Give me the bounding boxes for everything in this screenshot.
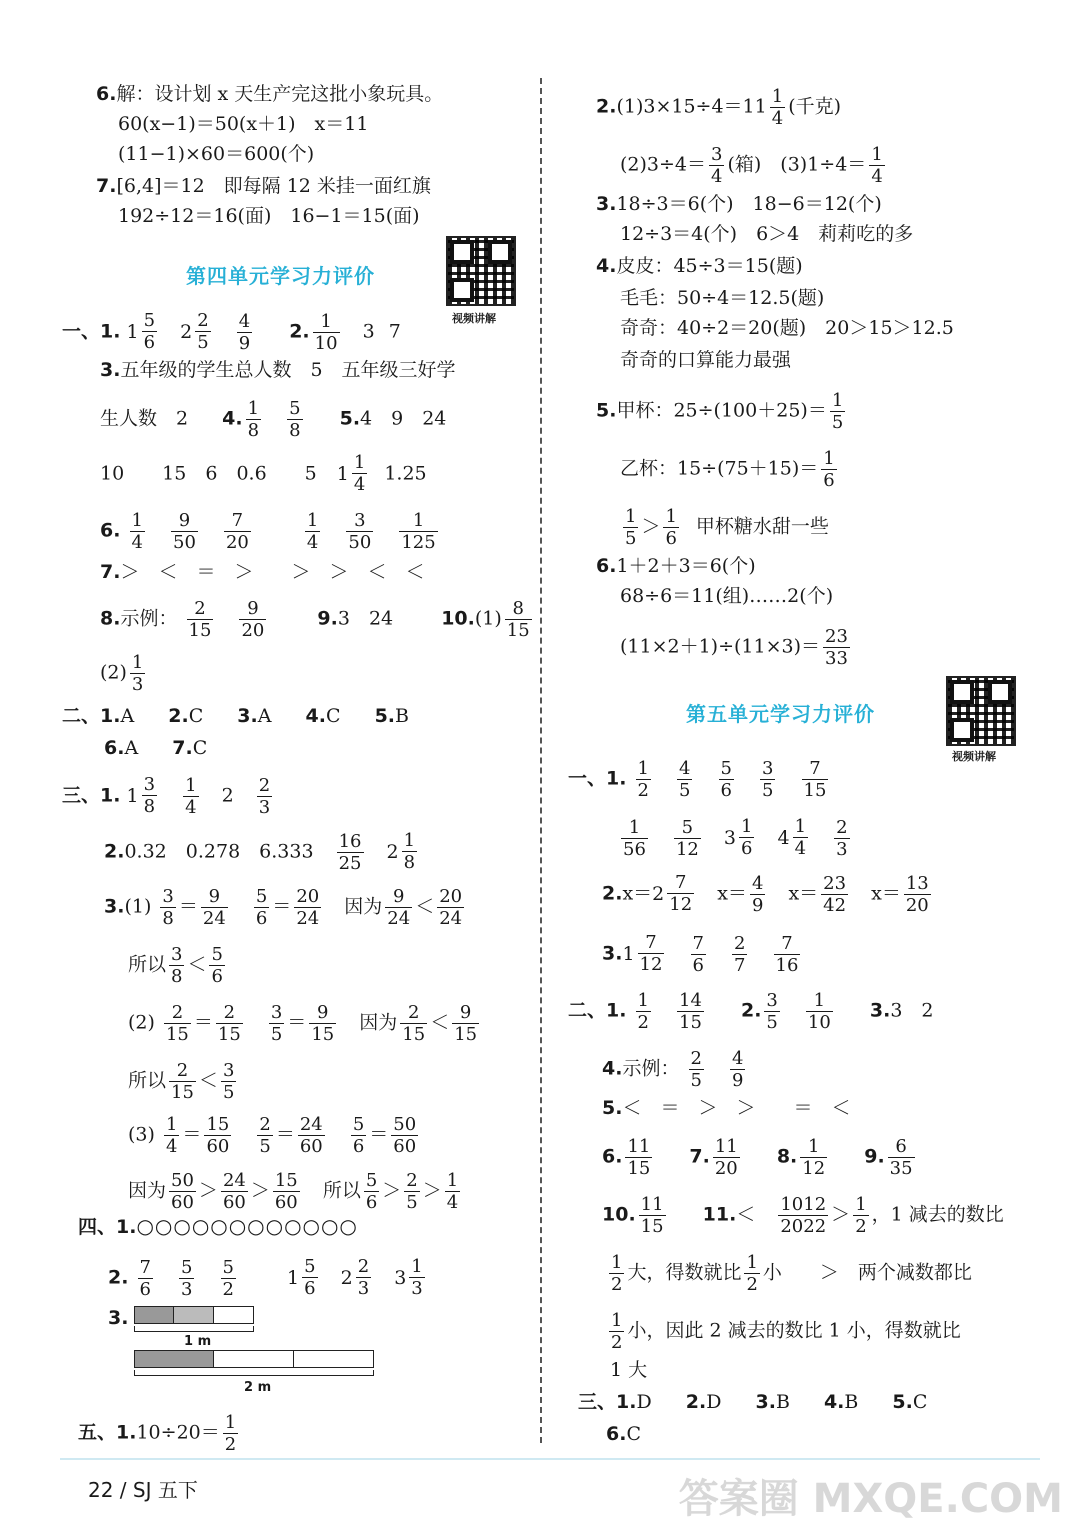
u5-s1-q2: 2.x＝2 $\frac{7}{12}$ x＝ $\frac{4}{9}$ x＝ $\frac{23}{42}$ x＝ $\frac{13}{20}$: [602, 872, 929, 916]
brace-2m: [134, 1370, 374, 1376]
s1-q3-line1: 3.五年级的学生总人数 5 五年级三好学: [100, 359, 456, 381]
s1-q10-2: (2) $\frac{1}{3}$: [100, 652, 144, 695]
qr-caption: 视频讲解: [452, 312, 496, 325]
s3-q3-2: (2) $\frac{2}{15}$ ＝ $\frac{2}{15}$ $\frac{3}{5}$ ＝ $\frac{9}{15}$ 因为 $\frac{2}{15}$ ＜ $\frac{9}{15}$: [128, 1002, 478, 1045]
s3-q1: 三、1. 1 $\frac{3}{8}$ $\frac{1}{4}$ 2 $\frac{2}{3}$: [62, 774, 271, 818]
s1-q1: 一、1. 1 $\frac{5}{6}$ 2 $\frac{2}{5}$ $\frac{4}{9}$ 2. $\frac{1}{10}$ 3 7: [62, 310, 401, 354]
s1-q5-line2: 10 15 6 0.6 5 1 $\frac{1}{4}$ 1.25: [100, 452, 427, 495]
right-q3-line2: 12÷3＝4(个) 6＞4 莉莉吃的多: [620, 223, 914, 245]
s3-q3-3: (3) $\frac{1}{4}$ ＝ $\frac{15}{60}$ $\frac{2}{5}$ ＝ $\frac{24}{60}$ $\frac{5}{6}$ ＝ $\frac{50}{60}$: [128, 1114, 417, 1157]
u5-s2-q4: 4.示例： $\frac{2}{5}$ $\frac{4}{9}$: [602, 1048, 744, 1091]
right-q5-line1: 5.甲杯：25÷(100＋25)＝ $\frac{1}{5}$: [596, 390, 844, 433]
u5-s2-q11-line4: 1 大: [610, 1359, 648, 1381]
right-q5-line2: 乙杯：15÷(75＋15)＝ $\frac{1}{6}$: [620, 448, 835, 491]
unit5-title: 第五单元学习力评价: [686, 702, 875, 726]
right-q4-line1: 4.皮皮：45÷3＝15(题): [596, 255, 803, 277]
u5-s2-q6-9: 6. $\frac{11}{15}$ 7. $\frac{11}{20}$ 8. $\frac{1}{12}$ 9. $\frac{6}{35}$: [602, 1136, 913, 1179]
u5-s3-row2: 6.C: [606, 1423, 641, 1445]
u5-s1-q3: 3.1 $\frac{7}{12}$ $\frac{7}{6}$ $\frac{2}{7}$ $\frac{7}{16}$: [602, 932, 799, 976]
s3-q2: 2.0.32 0.278 6.333 $\frac{16}{25}$ 2 $\frac{1}{8}$: [104, 830, 416, 874]
s1-q8: 8.示例： $\frac{2}{15}$ $\frac{9}{20}$ 9.3 24 10.(1) $\frac{8}{15}$: [100, 598, 530, 641]
u5-s2-q11-line2: $\frac{1}{2}$ 大，得数就比 $\frac{1}{2}$ 小 ＞ 两个减数都比: [611, 1252, 972, 1295]
qr-caption-2: 视频讲解: [952, 750, 996, 763]
label-2m: 2 m: [244, 1380, 272, 1395]
s1-q7: 7.＞ ＜ ＝ ＞ ＞ ＞ ＜ ＜: [100, 561, 425, 583]
brace-1m: [134, 1326, 254, 1332]
s5-q1: 五、1.10÷20＝ $\frac{1}{2}$: [78, 1412, 237, 1455]
right-q2-line2: (2)3÷4＝ $\frac{3}{4}$ (箱) (3)1÷4＝ $\frac{1}{4}$: [620, 144, 883, 187]
watermark: 答案圈 MXQE.COM: [678, 1476, 1063, 1522]
s2-row2: 6.A 7.C: [104, 737, 208, 759]
s2-row1: 二、1.A 2.C 3.A 4.C 5.B: [62, 705, 409, 727]
u5-s3-row1: 三、1.D 2.D 3.B 4.B 5.C: [578, 1391, 928, 1413]
left-q6-line3: (11−1)×60＝600(个): [118, 143, 315, 165]
right-q6-line2: 68÷6＝11(组)……2(个): [620, 585, 834, 607]
s1-q3-line2: 生人数 2 4. $\frac{1}{8}$ $\frac{5}{8}$ 5.4 9 24: [100, 398, 447, 441]
s1-q6: 6. $\frac{1}{4}$ $\frac{9}{50}$ $\frac{7}{20}$ $\frac{1}{4}$ $\frac{3}{50}$ $\frac{1}{125}$: [100, 510, 436, 553]
u5-s2-row1: 二、1. $\frac{1}{2}$ $\frac{14}{15}$ 2. $\frac{3}{5}$ $\frac{1}{10}$ 3.3 2: [568, 990, 934, 1033]
footer-rule: [60, 1458, 1040, 1460]
bar-2m: [134, 1350, 374, 1368]
right-q4-line2: 毛毛：50÷4＝12.5(题): [620, 287, 825, 309]
u5-s2-q11-line3: $\frac{1}{2}$ 小，因此 2 减去的数比 1 小，得数就比: [611, 1310, 961, 1353]
column-divider: [540, 78, 542, 1443]
right-q6-line1: 6.1＋2＋3＝6(个): [596, 555, 756, 577]
page-footer: 22 / SJ 五下: [88, 1478, 198, 1502]
left-q6-line1: 6.解：设计划 x 天生产完这批小象玩具。: [96, 83, 444, 105]
s4-q1: 四、1.○○○○○○○○○○○○: [78, 1214, 358, 1238]
qr-code-icon[interactable]: [446, 236, 516, 306]
left-q7-line2: 192÷12＝16(面) 16−1＝15(面): [118, 205, 420, 227]
s3-q3-2-so: 所以 $\frac{2}{15}$ ＜ $\frac{3}{5}$: [128, 1060, 235, 1103]
s4-q3-label: 3.: [108, 1307, 129, 1329]
right-q5-line3: $\frac{1}{5}$ ＞ $\frac{1}{6}$ 甲杯糖水甜一些: [625, 506, 829, 549]
s3-q3-3-so: 因为 $\frac{50}{60}$ ＞ $\frac{24}{60}$ ＞ $\frac{15}{60}$ 所以 $\frac{5}{6}$ ＞ $\frac{2}{5}$ ＞ $\frac{1}{4}$: [128, 1170, 459, 1213]
left-q6-line2: 60(x−1)＝50(x＋1) x＝11: [118, 113, 369, 135]
left-q7-line1: 7.[6,4]＝12 即每隔 12 米挂一面红旗: [96, 175, 431, 197]
bar-1m: [134, 1306, 254, 1324]
s3-q3-1: 3.(1) $\frac{3}{8}$ ＝ $\frac{9}{24}$ $\frac{5}{6}$ ＝ $\frac{20}{24}$ 因为 $\frac{9}{24}$ ＜ $\frac{20}{24}$: [104, 886, 463, 929]
u5-s1-q1-row2: $\frac{1}{56}$ $\frac{5}{12}$ 3 $\frac{1}{6}$ 4 $\frac{1}{4}$ $\frac{2}{3}$: [623, 816, 848, 860]
u5-s2-q10-11: 10. $\frac{11}{15}$ 11.＜ $\frac{1012}{2022}$ ＞ $\frac{1}{2}$ ，1 减去的数比: [602, 1194, 1004, 1237]
right-q6-line3: (11×2＋1)÷(11×3)＝ $\frac{23}{33}$: [620, 626, 848, 669]
u5-s2-q5: 5.＜ ＝ ＞ ＞ ＝ ＜: [602, 1097, 851, 1119]
unit4-title: 第四单元学习力评价: [186, 264, 375, 288]
right-q4-line4: 奇奇的口算能力最强: [620, 349, 792, 371]
right-q2-line1: 2.(1)3×15÷4＝11 $\frac{1}{4}$ (千克): [596, 86, 842, 129]
s4-q2: 2. $\frac{7}{6}$ $\frac{5}{3}$ $\frac{5}{2}$ 1 $\frac{5}{6}$ 2 $\frac{2}{3}$ 3 $\frac{1}{3}$: [108, 1256, 423, 1300]
u5-s1-q1-row1: 一、1. $\frac{1}{2}$ $\frac{4}{5}$ $\frac{5}{6}$ $\frac{3}{5}$ $\frac{7}{15}$: [568, 758, 827, 801]
right-q4-line3: 奇奇：40÷2＝20(题) 20＞15＞12.5: [620, 317, 954, 339]
qr-code-icon-2[interactable]: [946, 676, 1016, 746]
label-1m: 1 m: [184, 1334, 212, 1349]
s3-q3-1-so: 所以 $\frac{3}{8}$ ＜ $\frac{5}{6}$: [128, 944, 223, 987]
right-q3-line1: 3.18÷3＝6(个) 18−6＝12(个): [596, 193, 882, 215]
